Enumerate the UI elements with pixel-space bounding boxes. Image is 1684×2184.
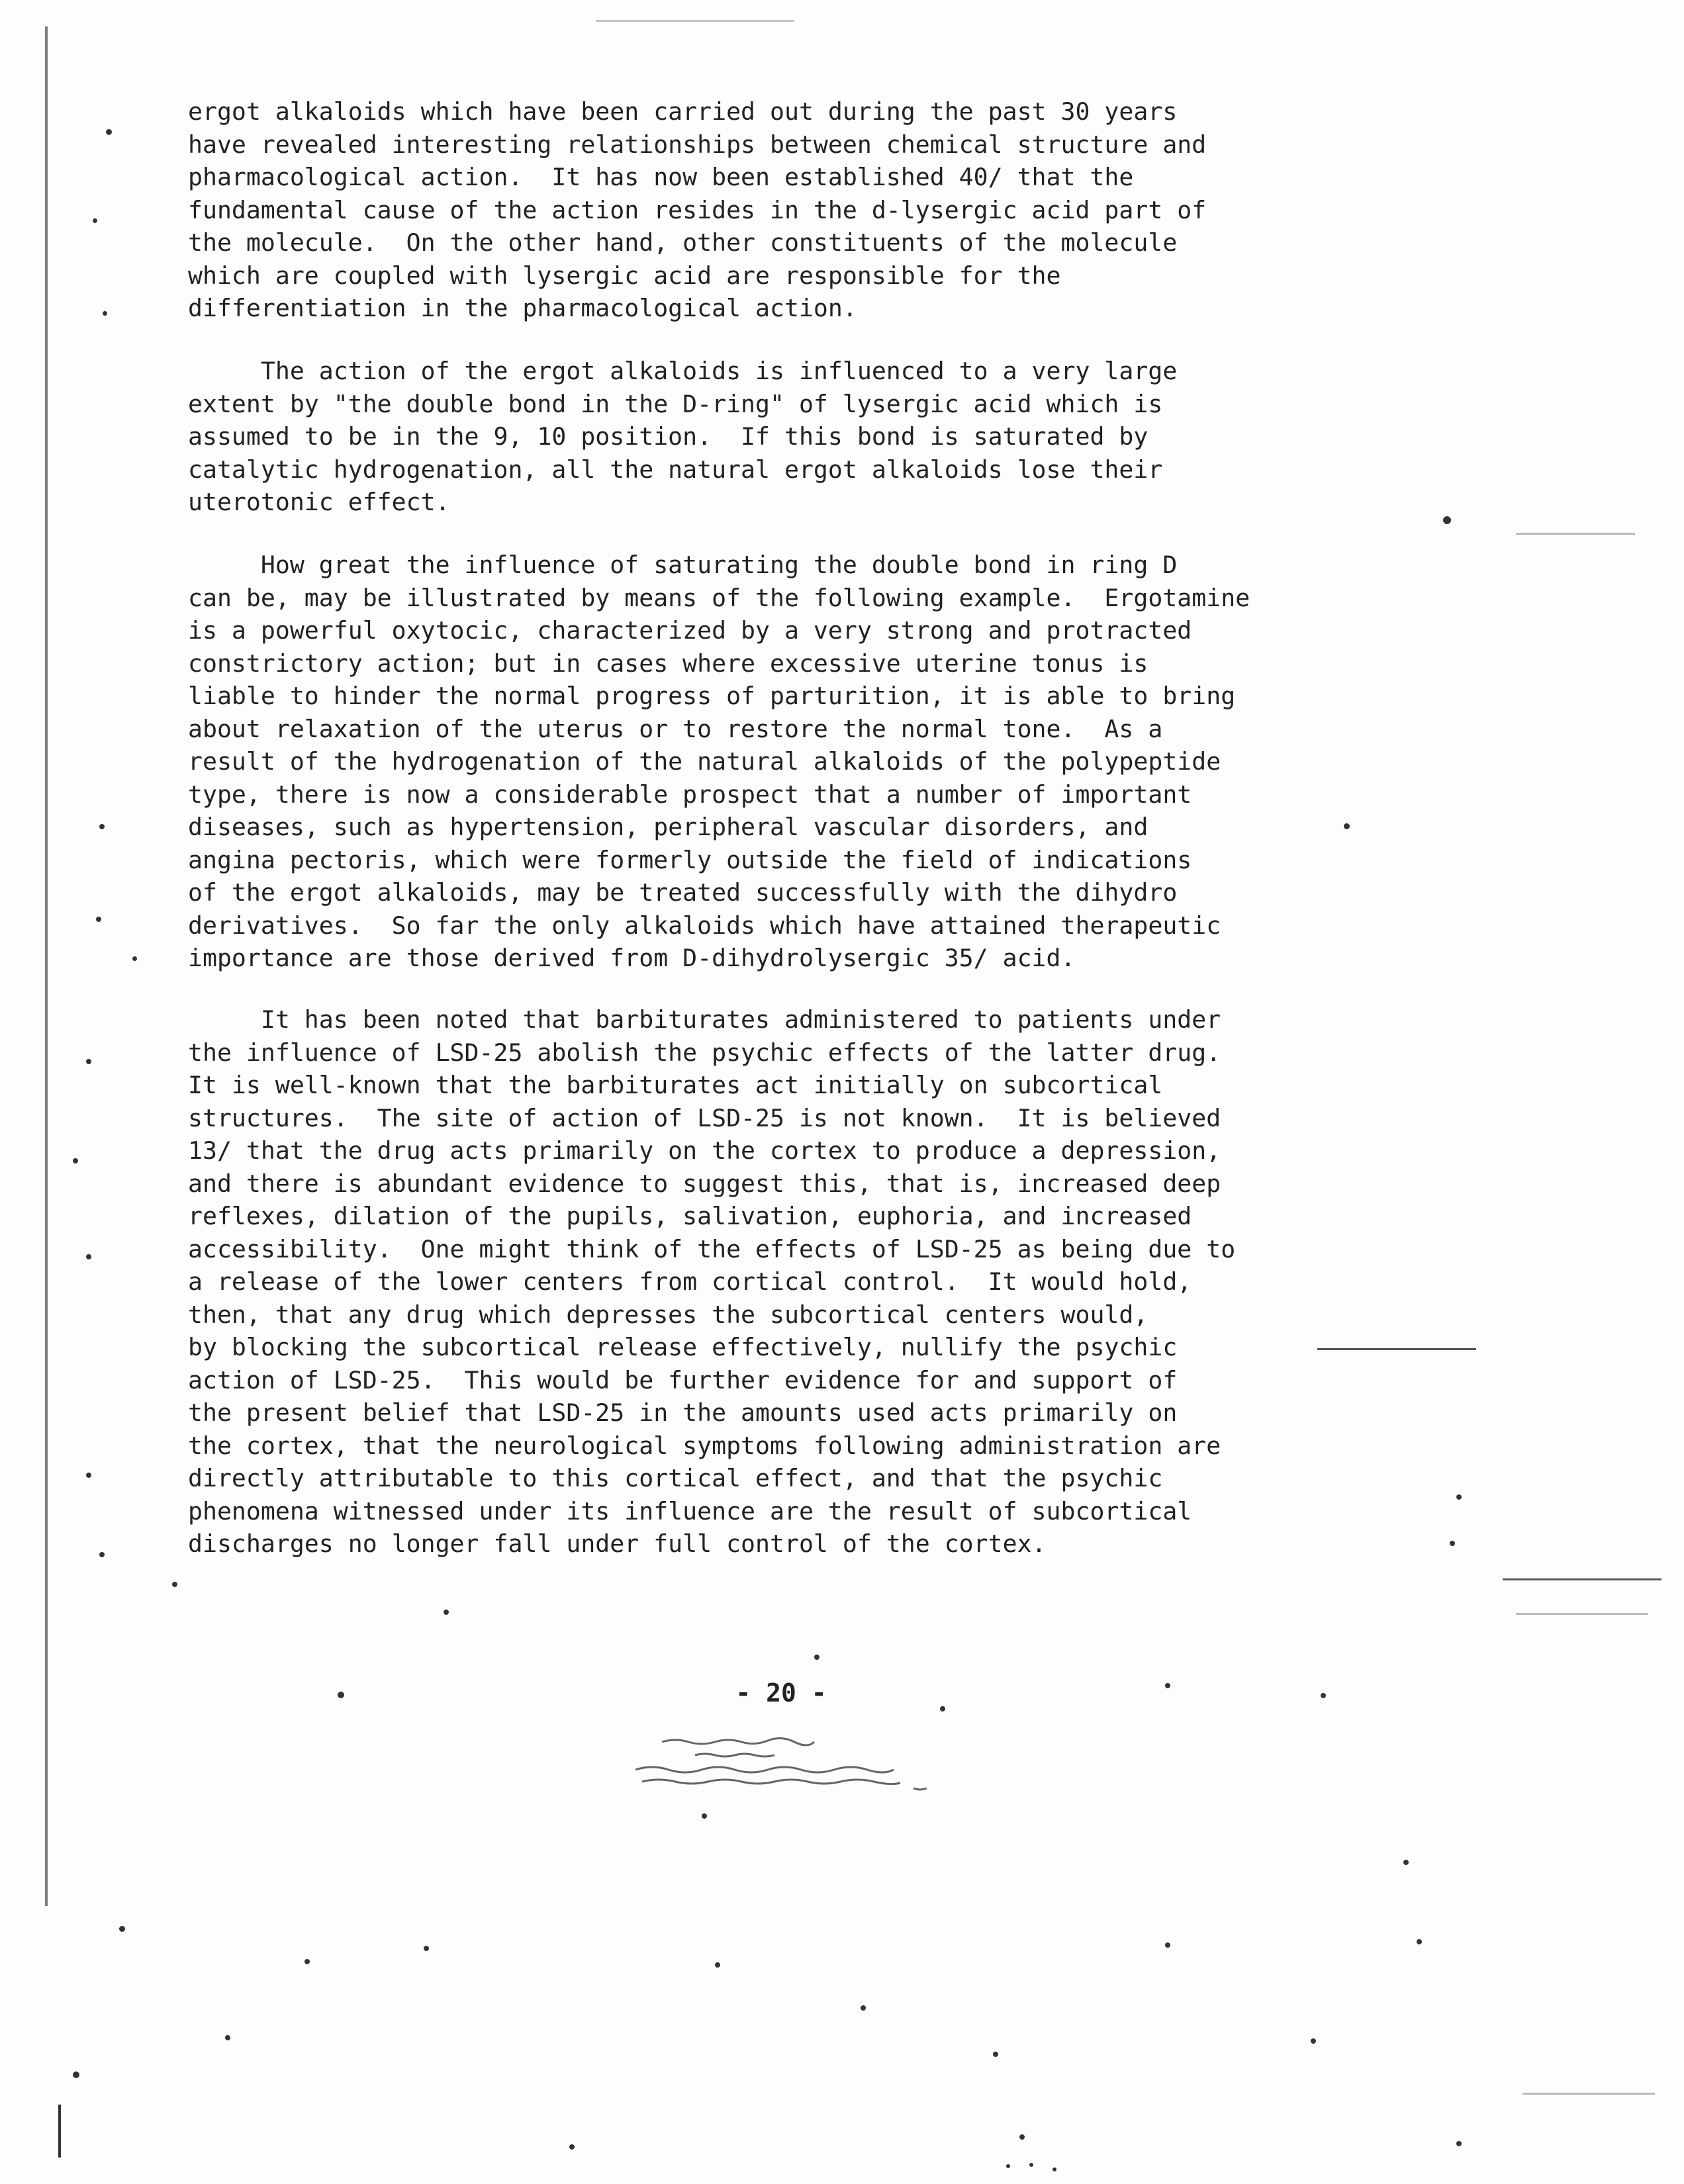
text-line: It has been noted that barbiturates administered to patients under (188, 1005, 1221, 1034)
paragraph-3 (188, 549, 1380, 975)
text-line: can be, may be illustrated by means of the following example. Ergotamine (188, 583, 1250, 612)
scan-speck (99, 1552, 105, 1557)
text-line: uterotonic effect. (188, 488, 450, 516)
text-line: 13/ that the drug acts primarily on the cortex to produce a depression, (188, 1136, 1221, 1165)
text-line: have revealed interesting relationships between chemical structure and (188, 130, 1207, 159)
text-line: the present belief that LSD-25 in the amounts used acts primarily on (188, 1398, 1178, 1427)
text-line: the cortex, that the neurological symptoms following administration are (188, 1431, 1221, 1460)
scan-speck (1417, 1939, 1422, 1944)
text-line: derivatives. So far the only alkaloids which have attained therapeutic (188, 911, 1221, 940)
scan-speck (73, 2071, 79, 2078)
text-line: liable to hinder the normal progress of parturition, it is able to bring (188, 682, 1236, 710)
scan-speck (225, 2035, 230, 2040)
text-line: fundamental cause of the action resides in the d-lysergic acid part of (188, 195, 1207, 224)
scan-speck (1029, 2163, 1033, 2167)
scan-speck (86, 1059, 91, 1064)
scan-speck (940, 1706, 945, 1711)
text-line: assumed to be in the 9, 10 position. If this bond is saturated by (188, 422, 1148, 451)
scan-speck (569, 2144, 575, 2150)
text-line: diseases, such as hypertension, peripheral vascular disorders, and (188, 813, 1148, 841)
scan-speck (1321, 1693, 1326, 1698)
paragraph-1 (188, 95, 1380, 325)
text-line: of the ergot alkaloids, may be treated successfully with the dihydro (188, 878, 1178, 907)
scan-speck (702, 1813, 707, 1819)
scan-speck (861, 2005, 866, 2011)
text-line: the influence of LSD-25 abolish the psychic effects of the latter drug. (188, 1038, 1221, 1067)
text-line: then, that any drug which depresses the subcortical centers would, (188, 1300, 1148, 1329)
binding-margin-line (45, 26, 48, 1906)
scan-speck (96, 917, 101, 922)
scan-speck (1311, 2038, 1316, 2044)
scan-speck (1165, 1942, 1170, 1948)
text-line: and there is abundant evidence to suggest this, that is, increased deep (188, 1169, 1221, 1198)
scan-speck (1456, 2141, 1462, 2146)
text-line: pharmacological action. It has now been established 40/ that the (188, 163, 1134, 191)
scan-dash (1522, 2093, 1655, 2095)
scan-speck (715, 1962, 720, 1968)
scan-speck (1456, 1494, 1462, 1500)
text-line: catalytic hydrogenation, all the natural ergot alkaloids lose their (188, 455, 1163, 484)
scan-speck (99, 824, 105, 829)
scan-speck (993, 2052, 998, 2057)
text-line: action of LSD-25. This would be further evidence for and support of (188, 1365, 1178, 1394)
scan-speck (1450, 1541, 1455, 1546)
scan-speck (1006, 2164, 1010, 2168)
text-line: differentiation in the pharmacological action. (188, 294, 857, 322)
text-line: phenomena witnessed under its influence are the result of subcortical (188, 1496, 1192, 1525)
scan-dash (1516, 533, 1635, 535)
text-line: angina pectoris, which were formerly outside the field of indications (188, 845, 1192, 874)
text-line: importance are those derived from D-dihydrolysergic 35/ acid. (188, 944, 1076, 972)
scan-speck (73, 1158, 78, 1163)
page-number: - 20 - (735, 1678, 827, 1707)
scan-speck (1443, 516, 1451, 524)
scan-dash (1503, 1578, 1661, 1580)
scan-speck (1344, 823, 1350, 829)
paragraph-4 (188, 1003, 1380, 1561)
text-line: discharges no longer fall under full control of the cortex. (188, 1529, 1047, 1558)
scan-speck (119, 1926, 125, 1932)
scan-speck (132, 956, 137, 961)
binding-margin-mark (58, 2105, 61, 2158)
scan-speck (1019, 2134, 1025, 2140)
text-line: about relaxation of the uterus or to restore the normal tone. As a (188, 714, 1163, 743)
scan-speck (444, 1610, 449, 1615)
scan-speck (93, 218, 97, 223)
scan-speck (338, 1692, 344, 1698)
text-line: which are coupled with lysergic acid are responsible for the (188, 261, 1061, 290)
scan-speck (86, 1254, 91, 1259)
scan-speck (1165, 1683, 1170, 1688)
text-line: constrictory action; but in cases where excessive uterine tonus is (188, 649, 1148, 678)
scan-speck (1403, 1860, 1409, 1865)
scan-speck (103, 311, 107, 316)
text-line: type, there is now a considerable prospect that a number of important (188, 780, 1192, 809)
text-line: It is well-known that the barbiturates act initially on subcortical (188, 1071, 1163, 1099)
scan-speck (304, 1959, 310, 1964)
text-line: a release of the lower centers from cortical control. It would hold, (188, 1267, 1192, 1296)
text-line: the molecule. On the other hand, other constituents of the molecule (188, 228, 1178, 257)
text-line: is a powerful oxytocic, characterized by a very strong and protracted (188, 616, 1192, 645)
scan-dash (1317, 1348, 1476, 1350)
text-line: ergot alkaloids which have been carried out during the past 30 years (188, 97, 1178, 126)
scan-speck (106, 129, 112, 135)
text-line: accessibility. One might think of the effects of LSD-25 as being due to (188, 1234, 1236, 1263)
text-line: result of the hydrogenation of the natural alkaloids of the polypeptide (188, 747, 1221, 776)
text-line: The action of the ergot alkaloids is influenced to a very large (188, 357, 1178, 385)
scan-speck (172, 1582, 177, 1587)
text-line: by blocking the subcortical release effectively, nullify the psychic (188, 1333, 1178, 1361)
scan-speck (814, 1655, 819, 1660)
paragraph-2 (188, 355, 1380, 519)
text-line: structures. The site of action of LSD-25 is not known. It is believed (188, 1103, 1221, 1132)
text-line: directly attributable to this cortical effect, and that the psychic (188, 1464, 1163, 1492)
text-line: How great the influence of saturating the double bond in ring D (188, 551, 1178, 579)
scan-speck (86, 1473, 91, 1478)
text-line: reflexes, dilation of the pupils, salivation, euphoria, and increased (188, 1202, 1192, 1230)
scan-dash (1516, 1613, 1648, 1615)
text-line: extent by "the double bond in the D-ring" of lysergic acid which is (188, 389, 1163, 418)
scan-dash (596, 20, 794, 22)
illegible-stamp-mark (622, 1729, 993, 1801)
scan-speck (424, 1946, 429, 1951)
scan-speck (1052, 2167, 1056, 2171)
